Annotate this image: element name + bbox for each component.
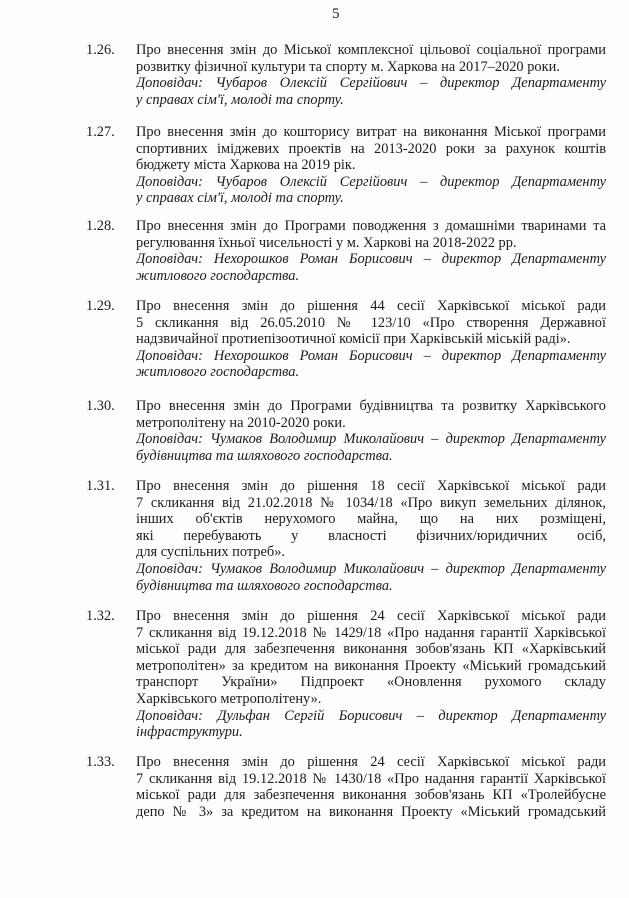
- agenda-item-number: 1.27.: [86, 124, 115, 140]
- text-line: Про внесення змін до Програми поводження з домашніми тваринами та: [136, 218, 606, 234]
- text-line: міської ради для забезпечення виконання зобов'язань КП «Харківський: [136, 641, 606, 658]
- text-line: надзвичайної протиепізоотичної комісії при Харківській міській раді».: [136, 331, 571, 348]
- agenda-item-text: [136, 298, 606, 381]
- speaker-line: у справах сім'ї, молоді та спорту.: [136, 190, 344, 207]
- speaker-line: Доповідач: Дульфан Сергій Борисович – директор Департаменту: [136, 707, 606, 724]
- speaker-line: Доповідач: Нехорошков Роман Борисович – директор Департаменту: [136, 347, 606, 364]
- text-line: транспорт України» Підпроект «Оновлення рухомого складу: [136, 674, 606, 691]
- text-line: 7 скликання від 21.02.2018 № 1034/18 «Про викуп земельних ділянок,: [136, 494, 606, 511]
- text-line: метрополітену на 2010-2020 роки.: [136, 414, 346, 431]
- text-line: депо № 3» за кредитом на виконання Проекту «Міський громадський: [136, 803, 606, 820]
- agenda-item-text: [136, 754, 606, 820]
- text-line: Харківського метрополітену».: [136, 690, 322, 707]
- text-line: Про внесення змін до рішення 44 сесії Харківської міської ради: [136, 298, 606, 314]
- text-line: для суспільних потреб».: [136, 544, 286, 561]
- text-line: Про внесення змін до кошторису витрат на виконання Міської програми: [136, 124, 606, 140]
- speaker-line: житлового господарства.: [136, 267, 300, 284]
- text-line: бюджету міста Харкова на 2019 рік.: [136, 157, 356, 174]
- agenda-item-text: [136, 478, 606, 594]
- agenda-item-number: 1.29.: [86, 298, 115, 314]
- text-line: які перебувають у власності фізичних/юридичних осіб,: [136, 527, 606, 544]
- agenda-item-number: 1.33.: [86, 754, 115, 770]
- speaker-line: житлового господарства.: [136, 364, 300, 381]
- text-line: інших об'єктів нерухомого майна, що на них розміщені,: [136, 511, 606, 528]
- text-line: 5 скликання від 26.05.2010 № 123/10 «Про створення Державної: [136, 314, 606, 331]
- speaker-line: будівництва та шляхового господарства.: [136, 577, 393, 594]
- text-line: Про внесення змін до рішення 18 сесії Харківської міської ради: [136, 478, 606, 494]
- text-line: розвитку фізичної культури та спорту м. Харкова на 2017–2020 роки.: [136, 58, 560, 75]
- speaker-line: Доповідач: Чумаков Володимир Миколайович – директор Департаменту: [136, 431, 606, 448]
- text-line: Про внесення змін до Програми будівництва та розвитку Харківського: [136, 398, 606, 414]
- speaker-line: інфраструктури.: [136, 724, 243, 741]
- text-line: Про внесення змін до Міської комплексної цільової соціальної програми: [136, 42, 606, 58]
- agenda-item-number: 1.32.: [86, 608, 115, 624]
- speaker-line: Доповідач: Чубаров Олексій Сергійович – директор Департаменту: [136, 173, 606, 190]
- agenda-item-text: [136, 398, 606, 464]
- agenda-item-text: [136, 124, 606, 207]
- speaker-line: Доповідач: Нехорошков Роман Борисович – директор Департаменту: [136, 251, 606, 268]
- text-line: регулювання їхньої чисельності у м. Харкові на 2018-2022 рр.: [136, 234, 517, 251]
- speaker-line: Доповідач: Чубаров Олексій Сергійович – директор Департаменту: [136, 75, 606, 92]
- text-line: 7 скликання від 19.12.2018 № 1429/18 «Про надання гарантії Харківської: [136, 624, 606, 641]
- agenda-item-number: 1.30.: [86, 398, 115, 414]
- text-line: Про внесення змін до рішення 24 сесії Харківської міської ради: [136, 754, 606, 770]
- text-line: метрополітен» за кредитом на виконання Проекту «Міський громадський: [136, 657, 606, 674]
- agenda-item-number: 1.26.: [86, 42, 115, 58]
- text-line: Про внесення змін до рішення 24 сесії Харківської міської ради: [136, 608, 606, 624]
- speaker-line: у справах сім'ї, молоді та спорту.: [136, 91, 344, 108]
- agenda-item-number: 1.28.: [86, 218, 115, 234]
- agenda-item-text: [136, 42, 606, 108]
- agenda-item-number: 1.31.: [86, 478, 115, 494]
- agenda-item-text: [136, 608, 606, 741]
- agenda-item-text: [136, 218, 606, 284]
- text-line: міської ради для забезпечення виконання зобов'язань КП «Тролейбусне: [136, 787, 606, 804]
- text-line: спортивних іміджевих проектів на 2013-2020 роки за рахунок коштів: [136, 140, 606, 157]
- speaker-line: будівництва та шляхового господарства.: [136, 447, 393, 464]
- text-line: 7 скликання від 19.12.2018 № 1430/18 «Про надання гарантії Харківської: [136, 770, 606, 787]
- page-number: 5: [332, 6, 340, 22]
- speaker-line: Доповідач: Чумаков Володимир Миколайович – директор Департаменту: [136, 560, 606, 577]
